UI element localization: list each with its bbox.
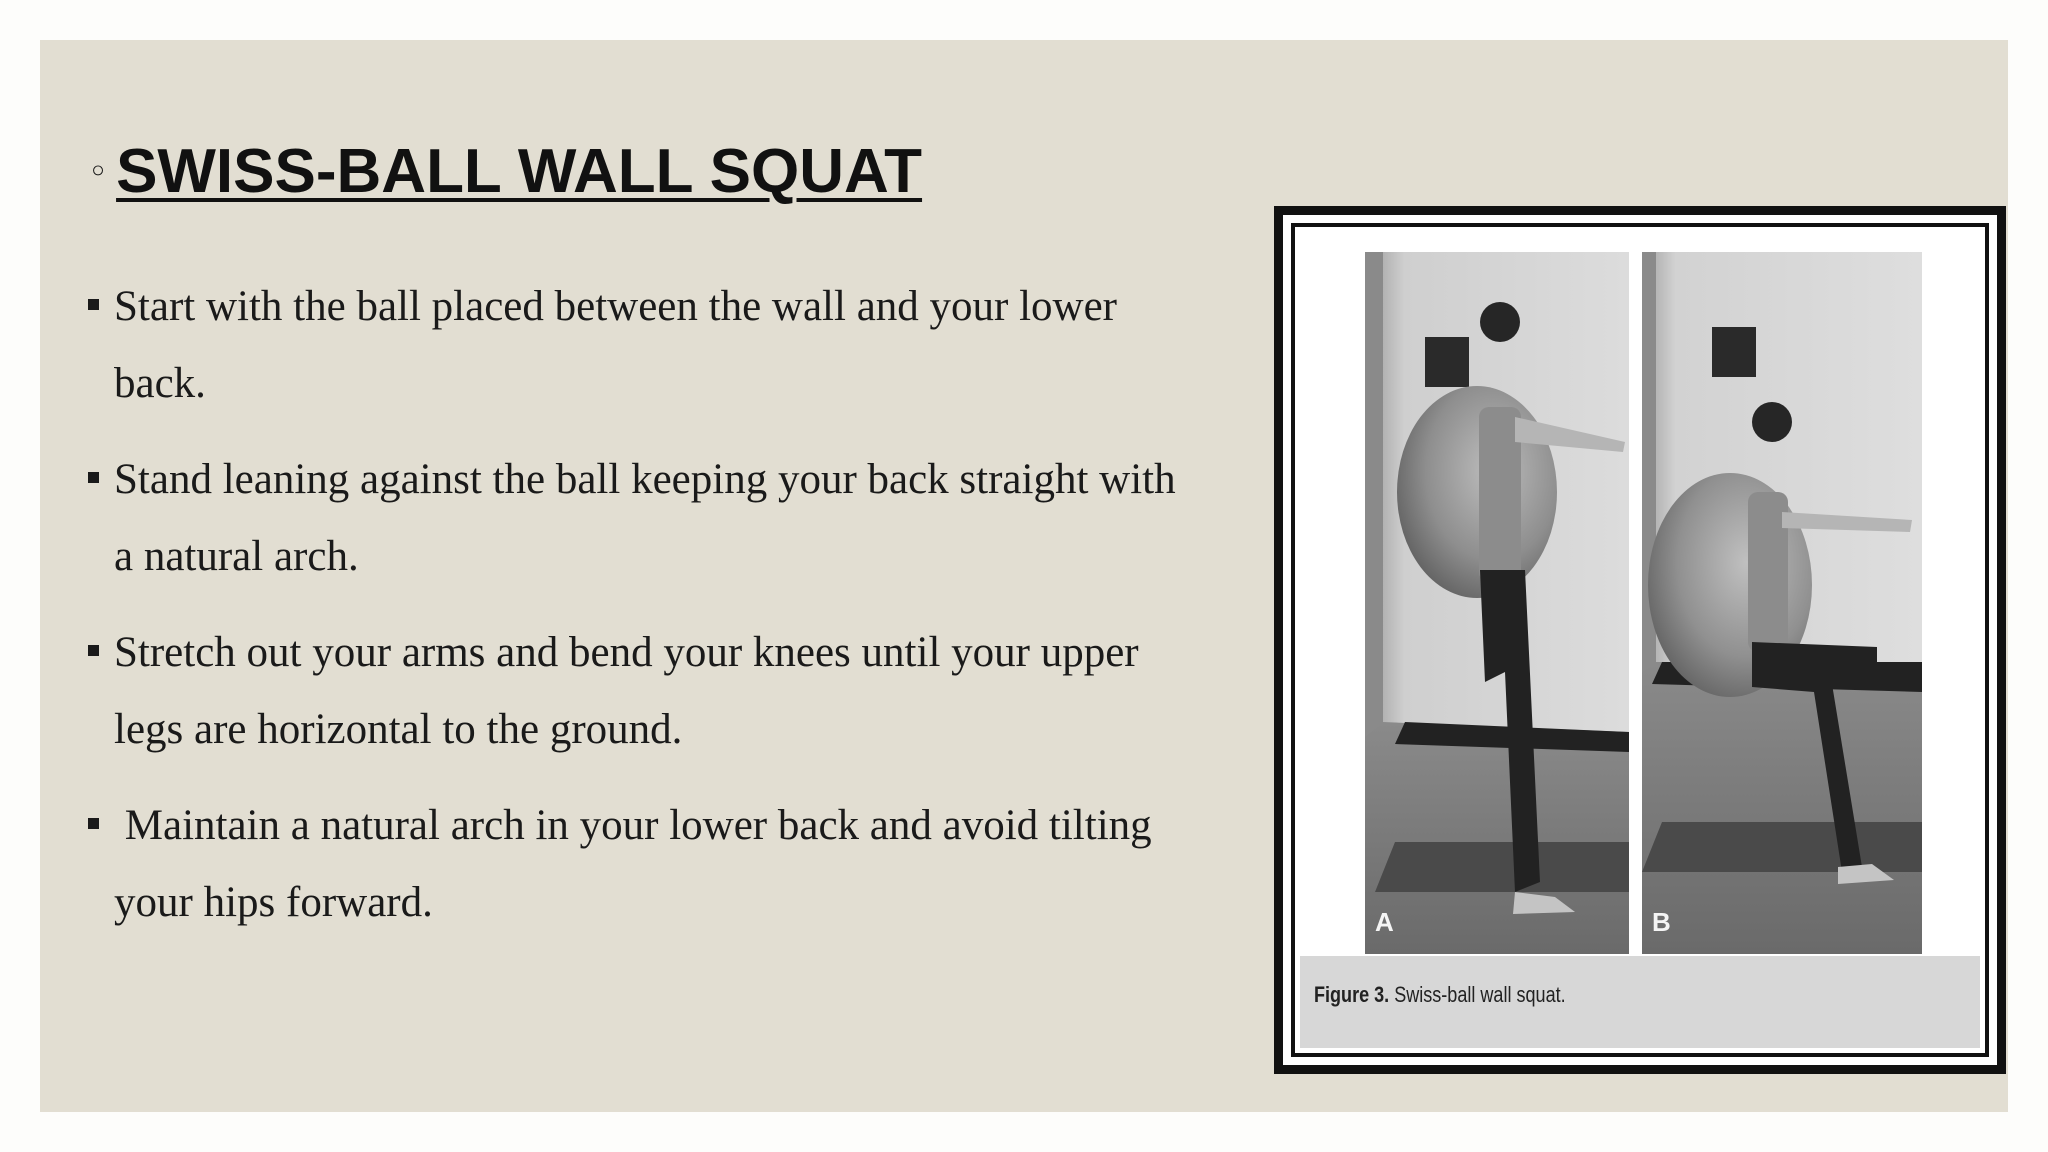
- square-bullet-icon: [88, 645, 99, 656]
- slide-heading-row: [88, 136, 922, 207]
- panel-a-label: A: [1375, 907, 1394, 937]
- photo-b-illustration: [1642, 252, 1922, 954]
- panel-b-label: B: [1652, 907, 1671, 937]
- bullet-item: [86, 787, 1196, 941]
- caption-text: Swiss-ball wall squat.: [1389, 982, 1566, 1007]
- bullet-text: Stretch out your arms and bend your knees until your upper legs are horizontal to the ground.: [114, 629, 1139, 753]
- bullet-item: [86, 614, 1196, 768]
- bullet-text: Stand leaning against the ball keeping your back straight with a natural arch.: [114, 456, 1176, 580]
- figure-frame: [1274, 206, 2006, 1074]
- bullet-list: [86, 268, 1196, 960]
- square-bullet-icon: [88, 299, 99, 310]
- slide: [40, 40, 2008, 1112]
- exercise-photo-b: [1642, 252, 1922, 954]
- square-bullet-icon: [88, 818, 99, 829]
- bullet-item: [86, 441, 1196, 595]
- square-bullet-icon: [88, 472, 99, 483]
- figure-caption: [1314, 982, 1566, 1008]
- figure-image: [1283, 215, 1997, 1065]
- slide-title: SWISS-BALL WALL SQUAT: [116, 137, 923, 206]
- bullet-item: [86, 268, 1196, 422]
- caption-bold: Figure 3.: [1314, 982, 1390, 1007]
- exercise-photo-a: [1365, 252, 1629, 954]
- caption-band: [1300, 956, 1980, 1048]
- bullet-text: Start with the ball placed between the wall and your lower back.: [114, 283, 1118, 407]
- heading-bullet-icon: ◦: [88, 151, 109, 192]
- photo-a-illustration: [1365, 252, 1629, 954]
- bullet-text: Maintain a natural arch in your lower back and avoid tilting your hips forward.: [114, 802, 1163, 926]
